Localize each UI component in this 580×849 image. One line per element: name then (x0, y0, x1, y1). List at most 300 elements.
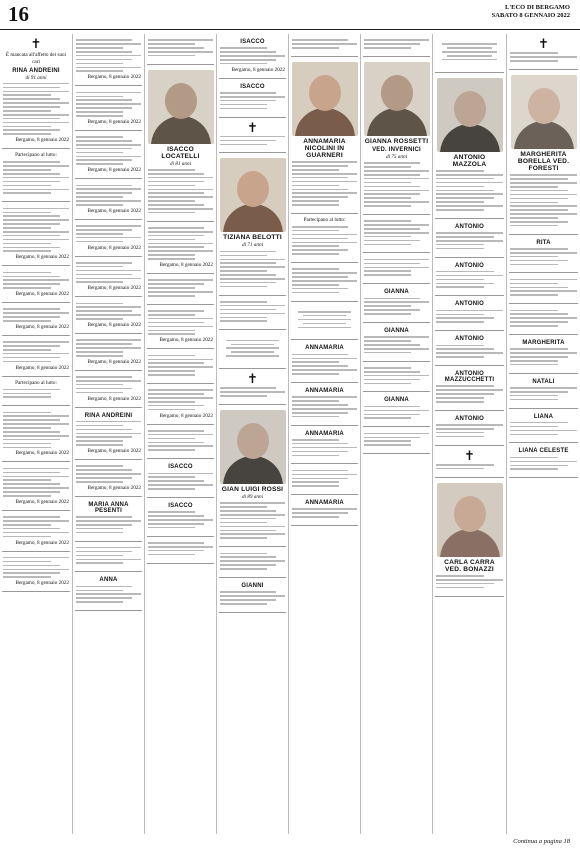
text-line-placeholder (436, 201, 484, 203)
obituary-notice (435, 446, 504, 478)
notice-body (510, 248, 577, 265)
notice-body (148, 473, 213, 490)
text-line-placeholder (436, 232, 503, 234)
text-line-placeholder (3, 472, 60, 474)
text-line-placeholder (510, 213, 577, 215)
text-line-placeholder (3, 177, 69, 179)
text-line-placeholder (292, 173, 357, 175)
text-line-placeholder (510, 56, 577, 58)
text-line-placeholder (148, 442, 204, 444)
obituary-notice (75, 179, 142, 220)
deceased-age: di 81 anni (169, 160, 192, 167)
portrait-photo (437, 483, 503, 557)
obituary-notice (75, 131, 142, 179)
text-line-placeholder (436, 244, 484, 246)
portrait-photo (437, 78, 503, 152)
obituary-notice (435, 331, 504, 366)
text-line-placeholder (76, 593, 141, 595)
text-line-placeholder (364, 406, 420, 408)
text-line-placeholder (510, 468, 558, 470)
deceased-name: ANNAMARIA NICOLINI IN GUARNERI (303, 137, 346, 159)
text-line-placeholder (148, 318, 213, 320)
text-line-placeholder (510, 205, 577, 207)
text-line-placeholder (76, 59, 132, 61)
obituary-notice (147, 65, 214, 222)
notice-body (292, 161, 357, 205)
text-line-placeholder (3, 483, 60, 485)
text-line-placeholder (148, 258, 195, 260)
notice-body (510, 174, 577, 226)
text-line-placeholder (436, 314, 484, 316)
text-line-placeholder (292, 358, 357, 360)
text-line-placeholder (148, 189, 213, 191)
obituary-notice (363, 34, 430, 57)
text-line-placeholder (436, 190, 494, 192)
notice-place-date: Bergamo, 8 gennaio 2022 (15, 580, 69, 587)
text-line-placeholder (148, 204, 204, 206)
text-line-placeholder (220, 274, 276, 276)
text-line-placeholder (148, 449, 195, 451)
notice-body (510, 279, 577, 296)
text-line-placeholder (220, 387, 276, 389)
portrait-head-shape (454, 496, 486, 532)
text-line-placeholder (3, 185, 51, 187)
text-line-placeholder (510, 60, 558, 62)
text-line-placeholder (148, 51, 213, 53)
obituary-column (360, 34, 432, 834)
deceased-name: LIANA CELESTE (518, 448, 569, 455)
text-line-placeholder (148, 370, 195, 372)
text-line-placeholder (3, 520, 69, 522)
text-line-placeholder (292, 481, 339, 483)
text-line-placeholder (148, 39, 213, 41)
text-line-placeholder (148, 231, 213, 233)
text-line-placeholder (510, 252, 577, 254)
text-line-placeholder (510, 182, 577, 184)
text-line-placeholder (3, 231, 69, 233)
text-line-placeholder (231, 351, 275, 353)
notice-body (3, 308, 69, 321)
text-line-placeholder (76, 388, 132, 390)
memorial-quote (436, 37, 503, 67)
text-line-placeholder (3, 349, 51, 351)
text-line-placeholder (148, 55, 195, 57)
text-line-placeholder (148, 185, 195, 187)
text-line-placeholder (364, 166, 411, 168)
text-line-placeholder (292, 43, 357, 45)
text-line-placeholder (76, 481, 123, 483)
text-line-placeholder (510, 426, 558, 428)
obituary-notice (435, 219, 504, 258)
text-line-placeholder (76, 270, 141, 272)
text-line-placeholder (436, 209, 484, 211)
deceased-name: MARGHERITA BORELLA VED. FORESTI (517, 150, 570, 172)
notice-text: Partecipano al lutto: (15, 379, 57, 386)
text-line-placeholder (510, 256, 558, 258)
deceased-name: ANTONIO (455, 301, 484, 308)
obituary-notice (147, 305, 214, 350)
notice-body (148, 355, 213, 376)
obituary-notice (2, 462, 70, 510)
text-line-placeholder (148, 208, 213, 210)
text-line-placeholder (292, 288, 348, 290)
text-line-placeholder (364, 379, 420, 381)
obituary-notice (363, 215, 430, 254)
text-line-placeholder (292, 249, 348, 251)
text-line-placeholder (364, 367, 411, 369)
text-line-placeholder (148, 177, 213, 179)
text-line-placeholder (3, 528, 60, 530)
portrait-photo (220, 158, 286, 232)
text-line-placeholder (220, 522, 267, 524)
notice-place-date: Bergamo, 8 gennaio 2022 (15, 254, 69, 261)
text-line-placeholder (220, 530, 276, 532)
text-line-placeholder (510, 279, 577, 281)
text-line-placeholder (76, 237, 141, 239)
text-line-placeholder (76, 376, 132, 378)
deceased-age: di 71 anni (241, 242, 264, 249)
text-line-placeholder (436, 283, 494, 285)
portrait-body-shape (440, 124, 500, 152)
notice-place-date: Bergamo, 8 gennaio 2022 (159, 337, 213, 344)
text-line-placeholder (364, 190, 429, 192)
text-line-placeholder (220, 537, 267, 539)
text-line-placeholder (148, 401, 195, 403)
text-line-placeholder (303, 323, 347, 325)
notice-body (220, 251, 285, 288)
notice-body (436, 385, 503, 402)
obituary-notice (291, 383, 358, 426)
obituary-notice (435, 258, 504, 297)
notice-place-date: Bergamo, 8 gennaio 2022 (15, 450, 69, 457)
text-line-placeholder (3, 415, 69, 417)
obituary-notice (75, 86, 142, 131)
text-line-placeholder (76, 562, 123, 564)
text-line-placeholder (3, 576, 51, 578)
text-line-placeholder (148, 389, 213, 391)
deceased-name: RINA ANDREINI (12, 67, 60, 74)
text-line-placeholder (436, 464, 494, 466)
text-line-placeholder (510, 395, 558, 397)
obituary-notice (147, 274, 214, 305)
text-line-placeholder (510, 52, 558, 54)
text-line-placeholder (3, 208, 69, 210)
page-number: 16 (8, 2, 29, 26)
text-line-placeholder (76, 55, 141, 57)
text-line-placeholder (3, 427, 51, 429)
text-line-placeholder (148, 374, 195, 376)
text-line-placeholder (76, 440, 123, 442)
obituary-notice (2, 266, 70, 303)
text-line-placeholder (364, 274, 411, 276)
text-line-placeholder (292, 516, 339, 518)
text-line-placeholder (76, 229, 132, 231)
obituary-column (432, 34, 506, 834)
text-line-placeholder (436, 310, 503, 312)
notice-place-date: Bergamo, 8 gennaio 2022 (159, 262, 213, 269)
portrait-body-shape (367, 108, 427, 136)
obituary-notice (147, 537, 214, 564)
notice-body (510, 387, 577, 400)
text-line-placeholder (3, 308, 60, 310)
text-line-placeholder (220, 526, 285, 528)
text-line-placeholder (148, 359, 213, 361)
text-line-placeholder (220, 286, 267, 288)
text-line-placeholder (148, 409, 195, 411)
notice-body (76, 586, 141, 603)
text-line-placeholder (3, 283, 60, 285)
text-line-placeholder (3, 516, 60, 518)
notice-place-date: Bergamo, 8 gennaio 2022 (87, 207, 141, 214)
text-line-placeholder (510, 310, 558, 312)
text-line-placeholder (292, 280, 357, 282)
obituary-notice (75, 34, 142, 86)
text-line-placeholder (76, 144, 141, 146)
obituary-notice (363, 427, 430, 454)
text-line-placeholder (76, 152, 123, 154)
text-line-placeholder (436, 248, 484, 250)
text-line-placeholder (76, 278, 141, 280)
notice-place-date: Bergamo, 8 gennaio 2022 (87, 448, 141, 455)
text-line-placeholder (292, 470, 348, 472)
text-line-placeholder (76, 92, 141, 94)
obituary-column (144, 34, 216, 834)
text-line-placeholder (148, 212, 195, 214)
deceased-age: di 75 anni (385, 153, 408, 160)
notice-body (76, 421, 141, 446)
text-line-placeholder (3, 412, 51, 414)
text-line-placeholder (3, 110, 51, 112)
text-line-placeholder (364, 371, 420, 373)
text-line-placeholder (220, 144, 267, 146)
text-line-placeholder (436, 348, 494, 350)
obituary-notice (291, 464, 358, 495)
text-line-placeholder (220, 595, 285, 597)
text-line-placeholder (510, 264, 558, 266)
text-line-placeholder (292, 234, 357, 236)
text-line-placeholder (148, 291, 213, 293)
text-line-placeholder (364, 305, 411, 307)
text-line-placeholder (76, 436, 132, 438)
obituary-notice (2, 406, 70, 462)
text-line-placeholder (510, 317, 577, 319)
continued-note: Continua a pagina 18 (513, 838, 570, 845)
deceased-name: ISACCO (168, 464, 193, 471)
text-line-placeholder (148, 330, 195, 332)
notice-body (76, 225, 141, 242)
text-line-placeholder (510, 391, 568, 393)
text-line-placeholder (447, 55, 492, 57)
text-line-placeholder (3, 443, 51, 445)
notice-body (76, 39, 141, 72)
text-line-placeholder (436, 587, 484, 589)
deceased-name: GIAN LUIGI ROSSI (221, 486, 284, 494)
text-line-placeholder (76, 551, 132, 553)
obituary-notice (75, 408, 142, 461)
text-line-placeholder (148, 554, 195, 556)
text-line-placeholder (364, 348, 429, 350)
notice-body (220, 553, 285, 570)
obituary-notice (435, 366, 504, 411)
text-line-placeholder (3, 169, 51, 171)
text-line-placeholder (76, 156, 141, 158)
deceased-name: MARGHERITA (522, 339, 565, 346)
obituary-notice (147, 34, 214, 65)
deceased-name: NATALI (532, 378, 555, 385)
text-line-placeholder (76, 339, 141, 341)
text-line-placeholder (148, 243, 213, 245)
text-line-placeholder (292, 474, 357, 476)
text-line-placeholder (3, 419, 60, 421)
portrait-head-shape (165, 83, 197, 119)
text-line-placeholder (3, 250, 51, 252)
text-line-placeholder (292, 238, 348, 240)
text-line-placeholder (148, 326, 213, 328)
deceased-name: ISACCO LOCATELLI (161, 145, 200, 160)
deceased-name: ANNA (99, 577, 118, 584)
text-line-placeholder (364, 433, 429, 435)
text-line-placeholder (510, 348, 568, 350)
notice-body (148, 511, 213, 528)
text-line-placeholder (148, 519, 213, 521)
text-line-placeholder (148, 511, 195, 513)
text-line-placeholder (3, 181, 60, 183)
text-line-placeholder (76, 559, 141, 561)
obituary-notice (509, 34, 578, 70)
portrait-body-shape (440, 529, 500, 557)
text-line-placeholder (292, 485, 339, 487)
notice-body (510, 348, 577, 365)
notice-body (3, 208, 69, 252)
deceased-name: ANNAMARIA (305, 430, 344, 437)
notice-body (220, 92, 285, 109)
notice-body (364, 259, 429, 276)
text-line-placeholder (3, 102, 69, 104)
text-line-placeholder (298, 319, 350, 321)
text-line-placeholder (292, 361, 339, 363)
portrait-photo (292, 62, 358, 136)
notice-body (510, 52, 577, 61)
text-line-placeholder (364, 309, 420, 311)
text-line-placeholder (510, 194, 577, 196)
text-line-placeholder (510, 186, 558, 188)
text-line-placeholder (76, 469, 132, 471)
notice-body (364, 298, 429, 315)
issue-date: SABATO 8 GENNAIO 2022 (491, 12, 570, 20)
text-line-placeholder (220, 391, 285, 393)
text-line-placeholder (364, 232, 429, 234)
notice-body (220, 301, 285, 322)
text-line-placeholder (364, 444, 411, 446)
text-line-placeholder (364, 352, 411, 354)
text-line-placeholder (3, 227, 51, 229)
text-line-placeholder (436, 186, 484, 188)
text-line-placeholder (436, 393, 494, 395)
text-line-placeholder (220, 278, 285, 280)
obituary-notice (291, 214, 358, 263)
text-line-placeholder (510, 178, 568, 180)
deceased-name: ANTONIO (455, 223, 484, 230)
deceased-name: ANTONIO (455, 415, 484, 422)
text-line-placeholder (148, 227, 204, 229)
obituary-notice (363, 284, 430, 323)
text-line-placeholder (76, 532, 123, 534)
notice-body (3, 272, 69, 289)
text-line-placeholder (220, 92, 276, 94)
notice-body (76, 547, 141, 564)
obituary-notice (75, 572, 142, 611)
notice-body (292, 354, 357, 375)
text-line-placeholder (436, 205, 503, 207)
text-line-placeholder (3, 447, 51, 449)
text-line-placeholder (3, 223, 60, 225)
text-line-placeholder (442, 43, 496, 45)
text-line-placeholder (148, 322, 204, 324)
text-line-placeholder (3, 243, 51, 245)
text-line-placeholder (364, 47, 411, 49)
text-line-placeholder (220, 553, 267, 555)
notice-body (148, 169, 213, 213)
cross-icon: ✝ (464, 447, 475, 463)
text-line-placeholder (76, 281, 123, 283)
text-line-placeholder (220, 136, 285, 138)
obituary-notice (2, 377, 70, 407)
obituary-notice (75, 371, 142, 408)
text-line-placeholder (220, 591, 276, 593)
text-line-placeholder (436, 182, 503, 184)
text-line-placeholder (364, 201, 429, 203)
text-line-placeholder (76, 433, 141, 435)
text-line-placeholder (436, 286, 484, 288)
notice-place-date: Bergamo, 8 gennaio 2022 (231, 66, 285, 73)
text-line-placeholder (148, 254, 195, 256)
text-line-placeholder (76, 107, 132, 109)
text-line-placeholder (148, 283, 204, 285)
notice-place-date: Bergamo, 8 gennaio 2022 (87, 285, 141, 292)
text-line-placeholder (436, 193, 503, 195)
text-line-placeholder (231, 344, 275, 346)
notice-place-date: Bergamo, 8 gennaio 2022 (87, 322, 141, 329)
obituary-notice (219, 547, 286, 578)
obituary-column (288, 34, 360, 834)
text-line-placeholder (292, 478, 348, 480)
text-line-placeholder (3, 320, 51, 322)
text-line-placeholder (292, 369, 357, 371)
text-line-placeholder (76, 67, 141, 69)
obituary-notice (509, 409, 578, 444)
text-line-placeholder (3, 431, 60, 433)
text-line-placeholder (364, 298, 420, 300)
text-line-placeholder (292, 292, 339, 294)
obituary-notice (75, 497, 142, 542)
text-line-placeholder (510, 399, 558, 401)
text-line-placeholder (436, 174, 503, 176)
obituary-notice (291, 340, 358, 383)
text-line-placeholder (220, 59, 276, 61)
text-line-placeholder (510, 465, 568, 467)
text-line-placeholder (436, 197, 494, 199)
text-line-placeholder (364, 170, 429, 172)
text-line-placeholder (220, 603, 267, 605)
obituary-notice (2, 202, 70, 266)
text-line-placeholder (436, 424, 503, 426)
text-line-placeholder (220, 320, 267, 322)
text-line-placeholder (76, 601, 123, 603)
text-line-placeholder (76, 43, 141, 45)
text-line-placeholder (220, 317, 267, 319)
text-line-placeholder (442, 59, 496, 61)
text-line-placeholder (220, 251, 276, 253)
